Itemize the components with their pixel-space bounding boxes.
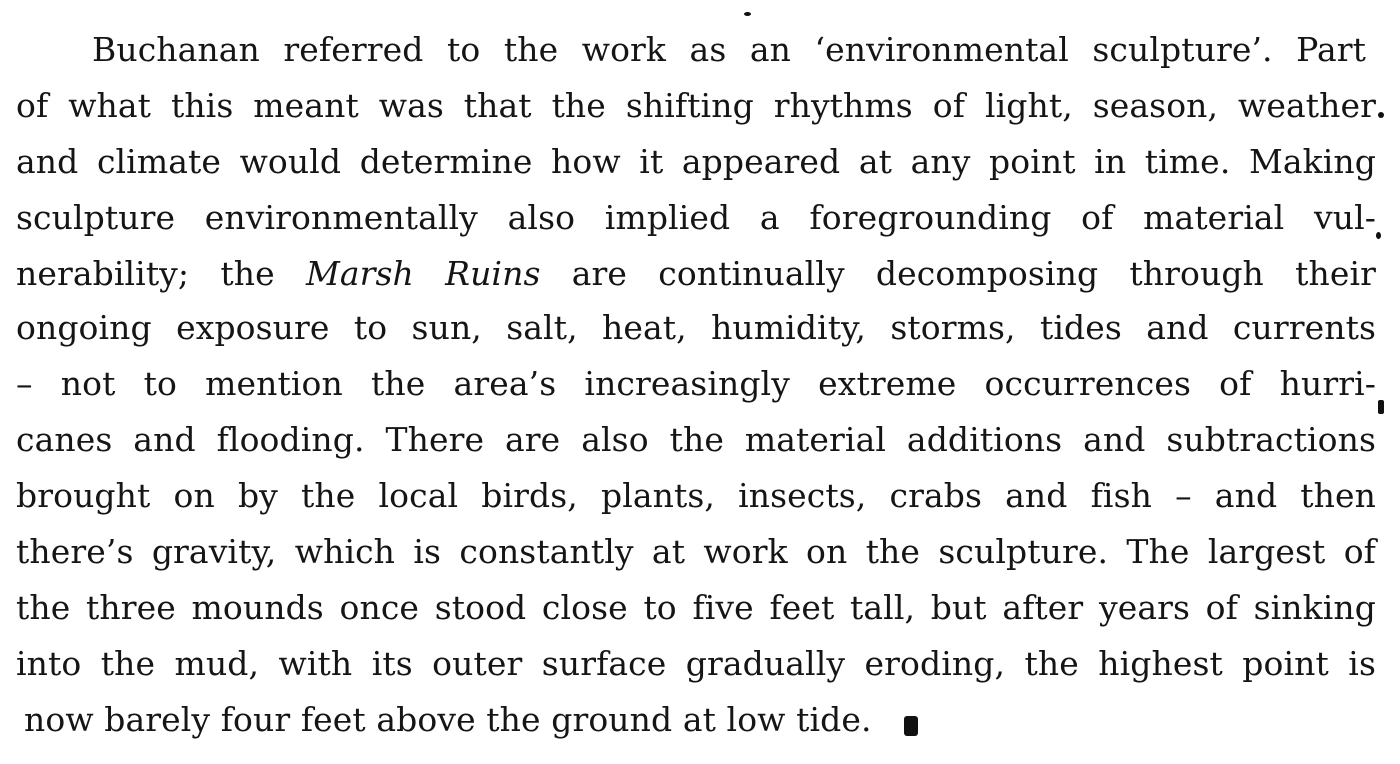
- paragraph-line-10: there’s gravity, which is constantly at work on the sculpture. The largest of: [16, 532, 1376, 571]
- artwork-title: Marsh Ruins: [305, 254, 541, 293]
- paragraph-line-7: – not to mention the area’s increasingly extreme occurrences of hurri-: [16, 364, 1376, 403]
- line-5-lead: nerability; the: [16, 254, 306, 293]
- scan-speck: [744, 12, 751, 16]
- paragraph-line-8: canes and flooding. There are also the material additions and subtractions: [16, 420, 1376, 459]
- paragraph-line-13: now barely four feet above the ground at low tide.: [24, 700, 872, 739]
- paragraph-line-4: sculpture environmentally also implied a foregrounding of material vul-: [16, 198, 1376, 237]
- paragraph-line-12: into the mud, with its outer surface gradually eroding, the highest point is: [16, 644, 1376, 683]
- paragraph-line-9: brought on by the local birds, plants, insects, crabs and fish – and then: [16, 476, 1376, 515]
- scan-speck: [1376, 232, 1381, 239]
- paragraph-line-1: Buchanan referred to the work as an ‘environmental sculpture’. Part: [92, 30, 1366, 69]
- paragraph-line-3: and climate would determine how it appeared at any point in time. Making: [16, 142, 1376, 181]
- scan-speck: [1378, 400, 1384, 414]
- paragraph-line-2: of what this meant was that the shifting rhythms of light, season, weather: [16, 86, 1376, 125]
- line-5-rest: are continually decomposing through their: [540, 254, 1377, 293]
- scan-speck: [1378, 112, 1384, 118]
- scan-speck: [904, 716, 918, 736]
- paragraph-line-6: ongoing exposure to sun, salt, heat, humidity, storms, tides and currents: [16, 308, 1376, 347]
- paragraph-line-5: [16, 254, 1376, 294]
- paragraph-line-11: the three mounds once stood close to five feet tall, but after years of sinking: [16, 588, 1376, 627]
